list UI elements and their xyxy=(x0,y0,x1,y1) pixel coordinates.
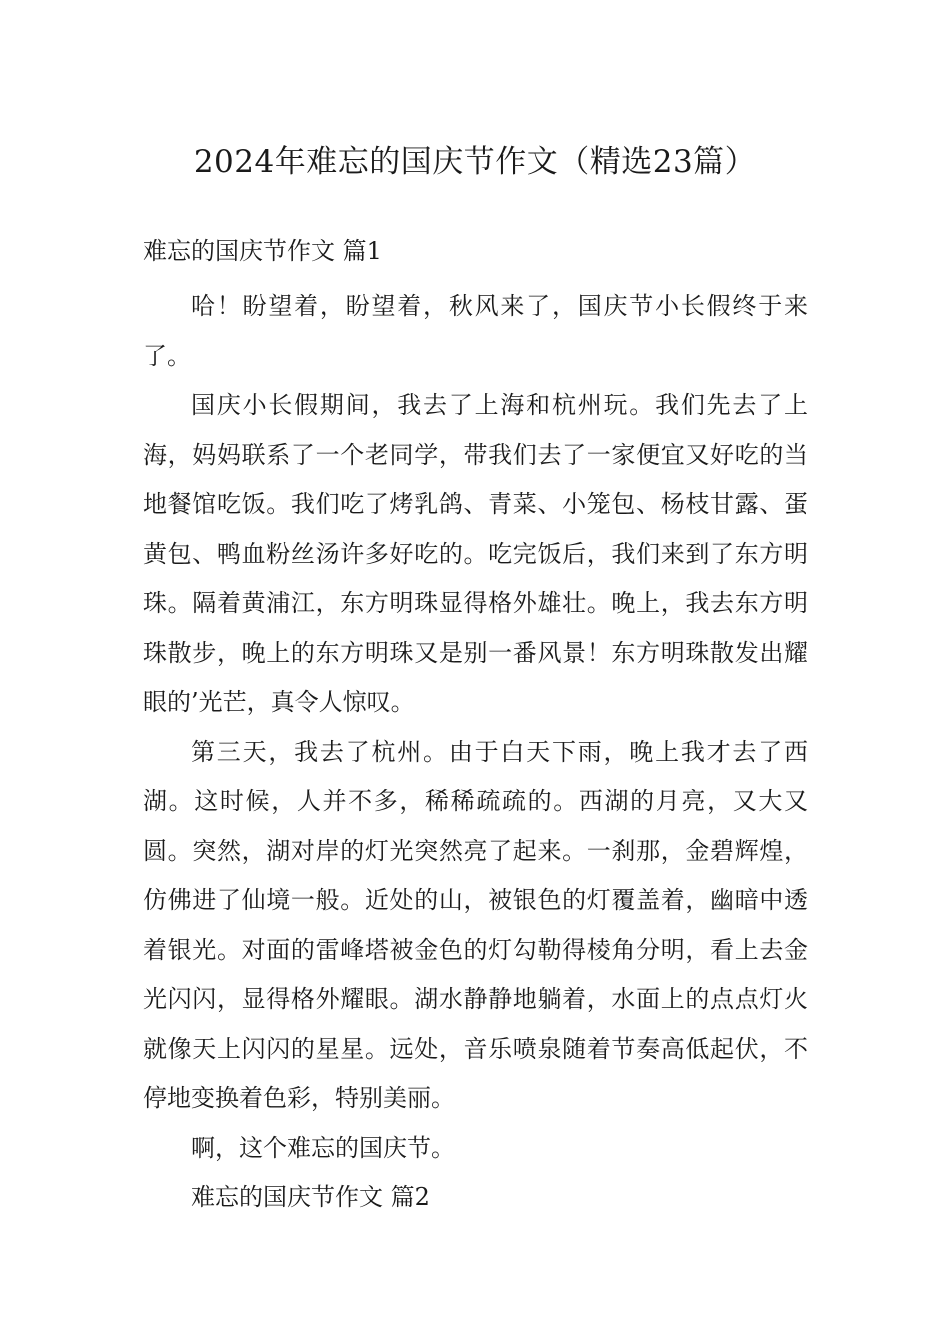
essay-body xyxy=(143,282,808,1223)
paragraph-1: 哈！盼望着，盼望着，秋风来了，国庆节小长假终于来了。 xyxy=(143,292,808,370)
section-heading: 难忘的国庆节作文 篇1 xyxy=(143,237,382,265)
paragraph-2: 国庆小长假期间，我去了上海和杭州玩。我们先去了上海，妈妈联系了一个老同学，带我们去了一家便宜又好吃的当地餐馆吃饭。我们吃了烤乳鸽、青菜、小笼包、杨枝甘露、蛋黄包、鸭血粉丝汤许多好吃的。吃完饭后，我们来到了东方明珠。隔着黄浦江，东方明珠显得格外雄壮。晚上，我去东方明珠散步，晚上的东方明珠又是别一番风景！东方明珠散发出耀眼的’光芒，真令人惊叹。 xyxy=(143,391,808,716)
paragraph-3: 第三天，我去了杭州。由于白天下雨，晚上我才去了西湖。这时候，人并不多，稀稀疏疏的。西湖的月亮，又大又圆。突然，湖对岸的灯光突然亮了起来。一刹那，金碧辉煌，仿佛进了仙境一般。近处的山，被银色的灯覆盖着，幽暗中透着银光。对面的雷峰塔被金色的灯勾勒得棱角分明，看上去金光闪闪，显得格外耀眼。湖水静静地躺着，水面上的点点灯火就像天上闪闪的星星。远处，音乐喷泉随着节奏高低起伏，不停地变换着色彩，特别美丽。 xyxy=(143,737,808,1112)
document-title: 2024年难忘的国庆节作文（精选23篇） xyxy=(193,144,757,180)
next-section-heading: 难忘的国庆节作文 篇2 xyxy=(191,1183,430,1211)
paragraph-4: 啊，这个难忘的国庆节。 xyxy=(191,1133,455,1162)
